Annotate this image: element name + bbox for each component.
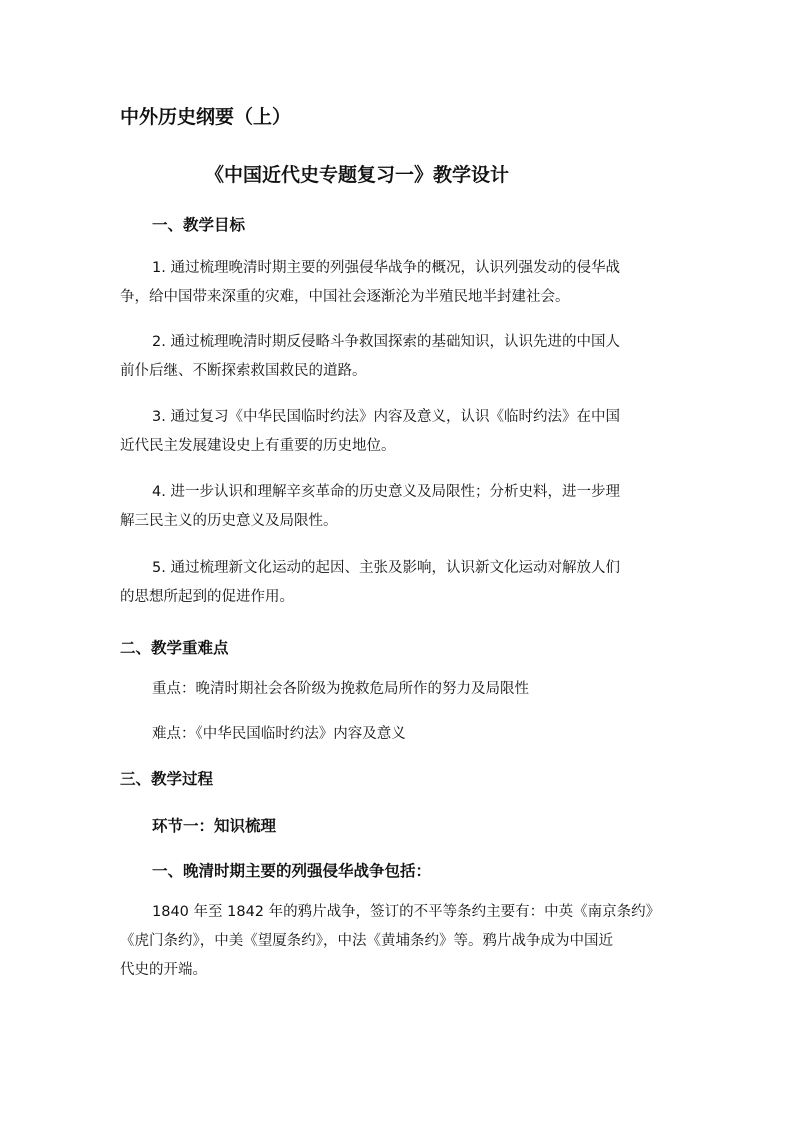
goal-2-line-1: 2. 通过梳理晚清时期反侵略斗争救国探索的基础知识，认识先进的中国人 <box>152 334 620 350</box>
section-heading-key-points: 二、教学重难点 <box>120 639 229 657</box>
key-point <box>152 675 529 704</box>
goal-paragraph-5 <box>120 554 620 612</box>
goal-paragraph-2 <box>120 328 620 386</box>
goal-paragraph-4 <box>120 478 620 536</box>
key-point-text: 重点：晚清时期社会各阶级为挽救危局所作的努力及局限性 <box>152 681 529 697</box>
goal-2-line-2: 前仆后继、不断探索救国救民的道路。 <box>120 363 367 379</box>
goal-4-line-1: 4. 进一步认识和理解辛亥革命的历史意义及局限性；分析史料，进一步理 <box>152 484 620 500</box>
subsection-heading-wars: 一、晚清时期主要的列强侵华战争包括： <box>152 862 432 880</box>
section-heading-goals: 一、教学目标 <box>152 216 246 234</box>
goal-5-line-1: 5. 通过梳理新文化运动的起因、主张及影响，认识新文化运动对解放人们 <box>152 560 620 576</box>
goal-1-line-2: 争，给中国带来深重的灾难，中国社会逐渐沦为半殖民地半封建社会。 <box>120 289 570 305</box>
course-title: 中外历史纲要（上） <box>120 106 292 128</box>
goal-5-line-2: 的思想所起到的促进作用。 <box>120 589 294 605</box>
opium-war-paragraph <box>120 898 660 985</box>
goal-1-line-1: 1. 通过梳理晚清时期主要的列强侵华战争的概况，认识列强发动的侵华战 <box>152 260 620 276</box>
difficult-point <box>152 720 406 749</box>
stage-heading-1: 环节一：知识梳理 <box>152 817 277 835</box>
opium-war-line-1: 1840 年至 1842 年的鸦片战争，签订的不平等条约主要有：中英《南京条约》 <box>152 904 661 920</box>
goal-paragraph-3 <box>120 403 620 461</box>
document-title: 《中国近代史专题复习一》教学设计 <box>205 164 510 186</box>
section-heading-process: 三、教学过程 <box>120 770 214 788</box>
goal-4-line-2: 解三民主义的历史意义及局限性。 <box>120 513 338 529</box>
difficult-point-text: 难点：《中华民国临时约法》内容及意义 <box>152 726 406 742</box>
opium-war-line-3: 代史的开端。 <box>120 962 207 978</box>
opium-war-line-2: 《虎门条约》，中美《望厦条约》，中法《黄埔条约》等。鸦片战争成为中国近 <box>120 933 613 949</box>
goal-3-line-1: 3. 通过复习《中华民国临时约法》内容及意义，认识《临时约法》在中国 <box>152 409 620 425</box>
goal-3-line-2: 近代民主发展建设史上有重要的历史地位。 <box>120 438 396 454</box>
goal-paragraph-1 <box>120 254 620 312</box>
